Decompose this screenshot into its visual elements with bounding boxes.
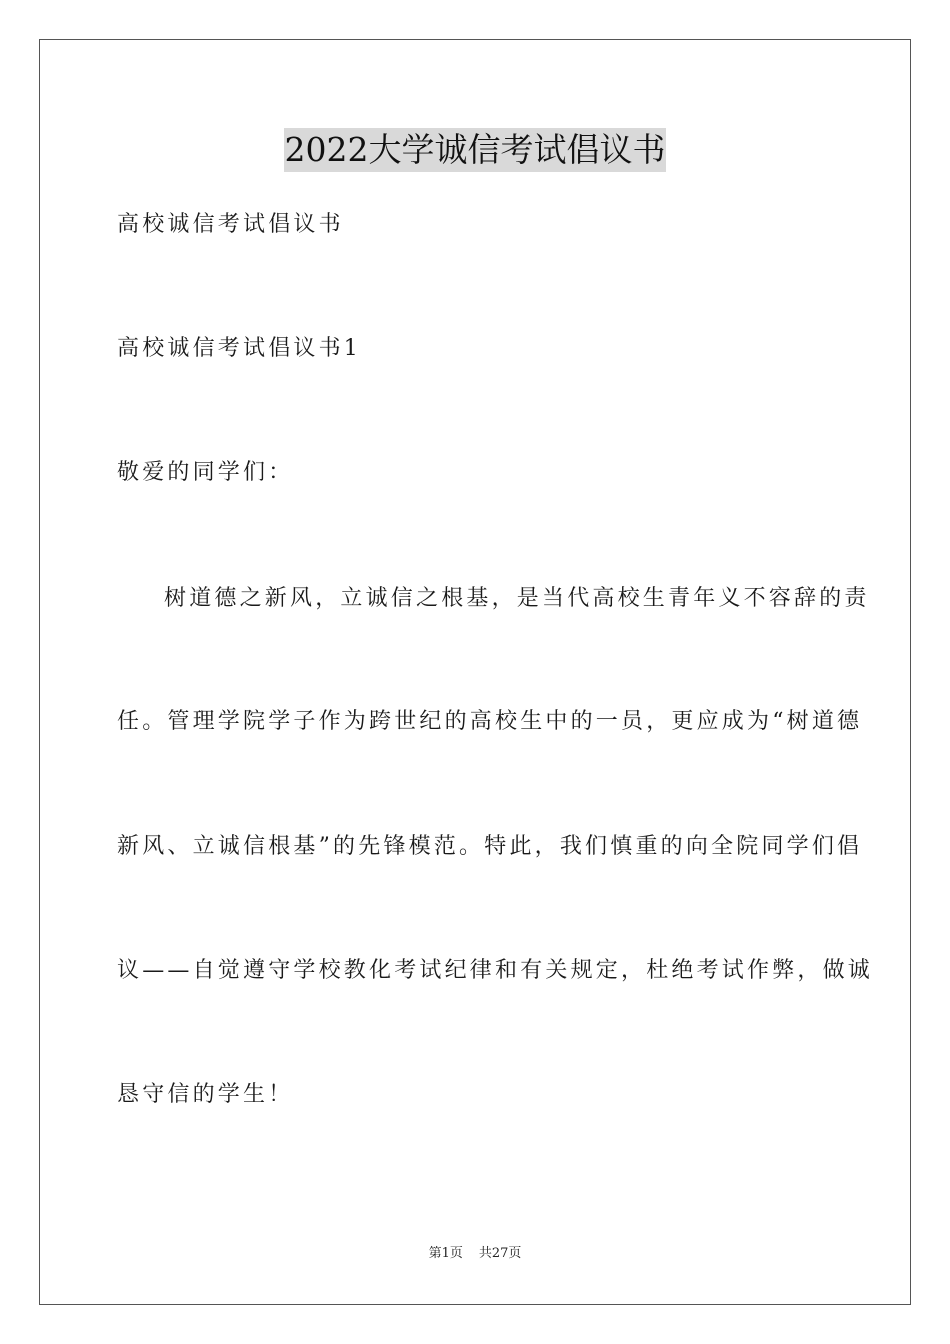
total-page-count: 共27页: [478, 1246, 522, 1261]
paragraph-line: 恳守信的学生！: [117, 1082, 294, 1107]
document-title: [0, 128, 950, 172]
paragraph-line: 任。管理学院学子作为跨世纪的高校生中的一员，更应成为“树道德: [117, 709, 863, 734]
paragraph-line: 新风、立诚信根基”的先锋模范。特此，我们慎重的向全院同学们倡: [117, 834, 863, 859]
document-subtitle: 高校诚信考试倡议书: [117, 212, 344, 237]
page-footer: [0, 1245, 950, 1263]
paragraph-line: 议——自觉遵守学校教化考试纪律和有关规定，杜绝考试作弊，做诚: [117, 958, 874, 983]
salutation: 敬爱的同学们：: [117, 460, 294, 485]
current-page-number: 第1页: [428, 1246, 463, 1261]
document-title-text: 2022大学诚信考试倡议书: [284, 128, 667, 172]
paragraph-line: 树道德之新风，立诚信之根基，是当代高校生青年义不容辞的责: [164, 586, 870, 611]
section-heading: 高校诚信考试倡议书1: [117, 336, 361, 361]
